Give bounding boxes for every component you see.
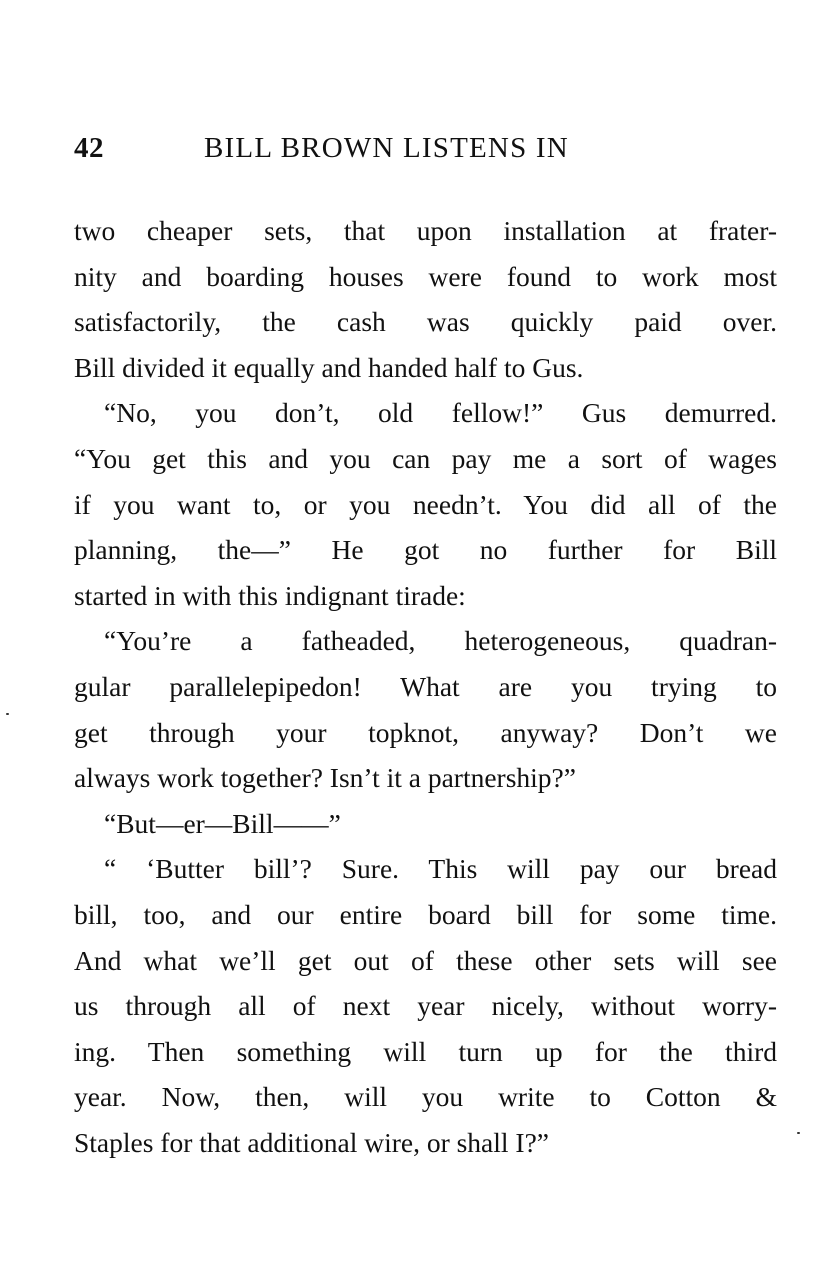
scan-speck xyxy=(6,713,9,715)
text-line: two cheaper sets, that upon installation at frater- xyxy=(74,215,777,246)
text-line: if you want to, or you needn’t. You did all of the xyxy=(74,488,777,520)
text-line: get through your topknot, anyway? Don’t we xyxy=(74,716,777,748)
text-line: Staples for that additional wire, or shall I?” xyxy=(74,1126,549,1158)
text-line: us through all of next year nicely, without worry- xyxy=(74,990,777,1022)
body-text xyxy=(74,208,777,1165)
text-line: bill, too, and our entire board bill for some time. xyxy=(74,898,777,930)
text-line: “But—er—Bill——” xyxy=(104,807,341,839)
page-header xyxy=(74,132,774,172)
text-line: “No, you don’t, old fellow!” Gus demurred. xyxy=(104,397,777,429)
text-line: “You get this and you can pay me a sort of wages xyxy=(74,442,777,474)
text-line: Bill divided it equally and handed half to Gus. xyxy=(74,351,584,383)
running-title: BILL BROWN LISTENS IN xyxy=(204,132,569,164)
text-line: planning, the—” He got no further for Bill xyxy=(74,534,777,566)
text-line: “You’re a fatheaded, heterogeneous, quadran- xyxy=(104,625,777,657)
text-line: started in with this indignant tirade: xyxy=(74,579,466,611)
text-line: gular parallelepipedon! What are you trying to xyxy=(74,670,777,702)
text-line: satisfactorily, the cash was quickly paid over. xyxy=(74,306,777,338)
text-line: And what we’ll get out of these other sets will see xyxy=(74,944,777,976)
page-number: 42 xyxy=(74,132,104,164)
text-line: ing. Then something will turn up for the third xyxy=(74,1035,777,1067)
scan-speck xyxy=(797,1132,800,1134)
text-line: nity and boarding houses were found to work most xyxy=(74,260,777,292)
text-line: “ ‘Butter bill’? Sure. This will pay our bread xyxy=(104,853,777,885)
text-line: always work together? Isn’t it a partnership?” xyxy=(74,762,576,794)
text-line: year. Now, then, will you write to Cotton & xyxy=(74,1081,777,1113)
